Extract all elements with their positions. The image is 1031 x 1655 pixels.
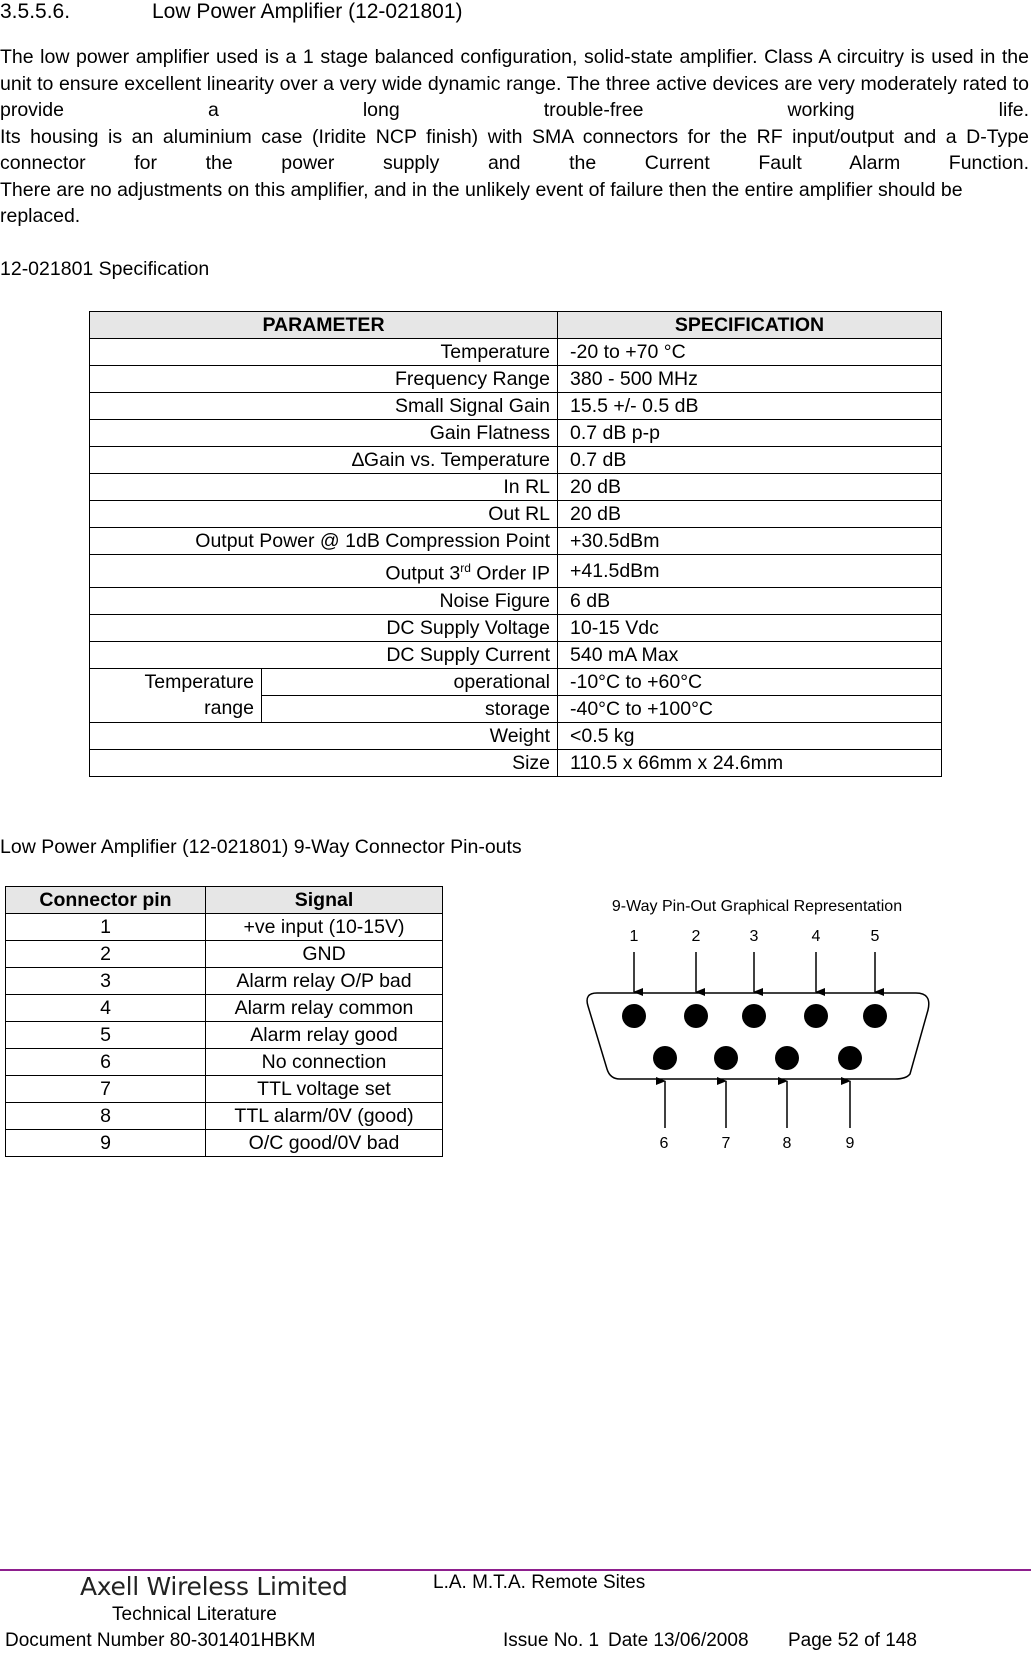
pin-number: 5: [6, 1022, 206, 1049]
spec-value: 6 dB: [558, 587, 942, 614]
footer-site: L.A. M.T.A. Remote Sites: [433, 1572, 646, 1593]
top-pin-group: [622, 928, 887, 1028]
pinout-row: [6, 1022, 443, 1049]
spec-header-parameter: PARAMETER: [90, 312, 558, 339]
spec-header-row: [90, 312, 942, 339]
spec-param: Weight: [90, 722, 558, 749]
spec-param-superscript: rd: [460, 561, 471, 575]
spec-row: [90, 555, 942, 588]
pin-signal: +ve input (10-15V): [206, 914, 443, 941]
pinout-row: [6, 1130, 443, 1157]
spec-param: Temperature: [90, 339, 558, 366]
pinout-header-pin: Connector pin: [6, 887, 206, 914]
pin-signal: Alarm relay common: [206, 995, 443, 1022]
spec-value: 110.5 x 66mm x 24.6mm: [558, 749, 942, 776]
pin-number: 9: [6, 1130, 206, 1157]
pin-dot-5: [863, 1004, 887, 1028]
intro-paragraph-3: There are no adjustments on this amplifier, and in the unlikely event of failure then the entire amplifier should be replaced.: [0, 178, 963, 227]
pin-signal: O/C good/0V bad: [206, 1130, 443, 1157]
footer-document-number: Document Number 80-301401HBKM: [5, 1630, 316, 1651]
pin-signal: GND: [206, 941, 443, 968]
spec-caption: 12-021801 Specification: [0, 258, 210, 280]
spec-value: 15.5 +/- 0.5 dB: [558, 393, 942, 420]
spec-value: +41.5dBm: [558, 555, 942, 588]
pinout-row: [6, 941, 443, 968]
intro-paragraph-1: The low power amplifier used is a 1 stage balanced configuration, solid-state amplifier. Class A circuitry is used in the unit to ensure excellent linearity over a very wide dynamic range. The three active devices are very moderately rated to provide a long trouble-free working life.: [0, 46, 1029, 121]
spec-param: Noise Figure: [90, 587, 558, 614]
pinout-row: [6, 995, 443, 1022]
spec-value: +30.5dBm: [558, 528, 942, 555]
spec-row: [90, 447, 942, 474]
pin-dot-7: [714, 1046, 738, 1070]
pin-signal: Alarm relay O/P bad: [206, 968, 443, 995]
pin-dot-2: [684, 1004, 708, 1028]
pin-label-4: 4: [811, 928, 821, 945]
pinout-row: [6, 968, 443, 995]
pinout-caption: Low Power Amplifier (12-021801) 9-Way Connector Pin-outs: [0, 836, 522, 858]
spec-param: Gain Flatness: [90, 420, 558, 447]
pin-label-6: 6: [659, 1135, 669, 1152]
pin-label-9: 9: [845, 1135, 855, 1152]
spec-row: [90, 366, 942, 393]
storage-label: storage: [262, 695, 558, 722]
pin-signal: No connection: [206, 1049, 443, 1076]
pinout-row: [6, 1049, 443, 1076]
spec-row: [90, 641, 942, 668]
pin-signal: TTL alarm/0V (good): [206, 1103, 443, 1130]
section-title: Low Power Amplifier (12-021801): [152, 0, 463, 23]
spec-param: ∆Gain vs. Temperature: [90, 447, 558, 474]
temperature-range-label-line2: range: [204, 697, 254, 719]
footer-rule: [0, 1569, 1031, 1571]
pin-dot-8: [775, 1046, 799, 1070]
pinout-header-signal: Signal: [206, 887, 443, 914]
spec-param: Frequency Range: [90, 366, 558, 393]
spec-row-operational: [90, 668, 942, 695]
spec-row: [90, 339, 942, 366]
pin-dot-9: [838, 1046, 862, 1070]
spec-param: Out RL: [90, 501, 558, 528]
spec-row: [90, 420, 942, 447]
spec-value: 0.7 dB: [558, 447, 942, 474]
spec-param: Small Signal Gain: [90, 393, 558, 420]
spec-value: <0.5 kg: [558, 722, 942, 749]
diagram-title: 9-Way Pin-Out Graphical Representation: [611, 898, 903, 915]
intro-text: [0, 44, 1029, 230]
spec-value: 540 mA Max: [558, 641, 942, 668]
pin-signal: TTL voltage set: [206, 1076, 443, 1103]
pin-dot-1: [622, 1004, 646, 1028]
spec-param-part: Output 3: [385, 562, 461, 585]
spec-row: [90, 501, 942, 528]
pin-number: 7: [6, 1076, 206, 1103]
footer-page-number: Page 52 of 148: [788, 1630, 917, 1651]
spec-row: [90, 528, 942, 555]
pin-label-2: 2: [691, 928, 701, 945]
storage-value: -40°C to +100°C: [558, 695, 942, 722]
spec-row: [90, 393, 942, 420]
pin-label-7: 7: [721, 1135, 731, 1152]
connector-diagram: [570, 886, 970, 1156]
spec-param: [90, 555, 558, 588]
pin-signal: Alarm relay good: [206, 1022, 443, 1049]
spec-value: 380 - 500 MHz: [558, 366, 942, 393]
footer-department: Technical Literature: [112, 1604, 277, 1625]
pin-label-5: 5: [870, 928, 880, 945]
spec-param: Size: [90, 749, 558, 776]
spec-header-specification: SPECIFICATION: [558, 312, 942, 339]
spec-param-part: Order IP: [470, 562, 550, 585]
pin-dot-6: [653, 1046, 677, 1070]
pin-number: 8: [6, 1103, 206, 1130]
section-heading: [0, 0, 463, 24]
spec-param: In RL: [90, 474, 558, 501]
pinout-row: [6, 1076, 443, 1103]
spec-row: [90, 749, 942, 776]
pin-dot-4: [804, 1004, 828, 1028]
spec-value: 20 dB: [558, 474, 942, 501]
pin-number: 2: [6, 941, 206, 968]
pinout-header-row: [6, 887, 443, 914]
footer-date: Date 13/06/2008: [608, 1630, 749, 1651]
operational-label: operational: [262, 668, 558, 695]
pin-label-3: 3: [749, 928, 759, 945]
spec-row: [90, 587, 942, 614]
footer-company: Axell Wireless Limited: [80, 1572, 348, 1601]
spec-value: 20 dB: [558, 501, 942, 528]
spec-row: [90, 474, 942, 501]
pin-number: 3: [6, 968, 206, 995]
spec-param: Output Power @ 1dB Compression Point: [90, 528, 558, 555]
spec-value: 0.7 dB p-p: [558, 420, 942, 447]
intro-paragraph-2: Its housing is an aluminium case (Iridite NCP finish) with SMA connectors for the RF input/output and a D-Type connector for the power supply and the Current Fault Alarm Function.: [0, 125, 1029, 174]
pinout-row: [6, 1103, 443, 1130]
bottom-pin-group: [653, 1046, 862, 1152]
spec-row: [90, 722, 942, 749]
temperature-range-label-line1: Temperature: [144, 671, 254, 693]
spec-row: [90, 614, 942, 641]
pin-label-1: 1: [629, 928, 639, 945]
pin-number: 4: [6, 995, 206, 1022]
pinout-table: [5, 886, 443, 1157]
operational-value: -10°C to +60°C: [558, 668, 942, 695]
spec-value: 10-15 Vdc: [558, 614, 942, 641]
pinout-row: [6, 914, 443, 941]
pin-number: 6: [6, 1049, 206, 1076]
spec-param: DC Supply Current: [90, 641, 558, 668]
pin-dot-3: [742, 1004, 766, 1028]
footer-issue: Issue No. 1: [503, 1630, 600, 1651]
spec-value: -20 to +70 °C: [558, 339, 942, 366]
section-number: 3.5.5.6.: [0, 0, 71, 23]
temperature-range-label: [90, 668, 262, 722]
spec-param: DC Supply Voltage: [90, 614, 558, 641]
spec-table: [89, 311, 942, 777]
pin-label-8: 8: [782, 1135, 792, 1152]
pin-number: 1: [6, 914, 206, 941]
